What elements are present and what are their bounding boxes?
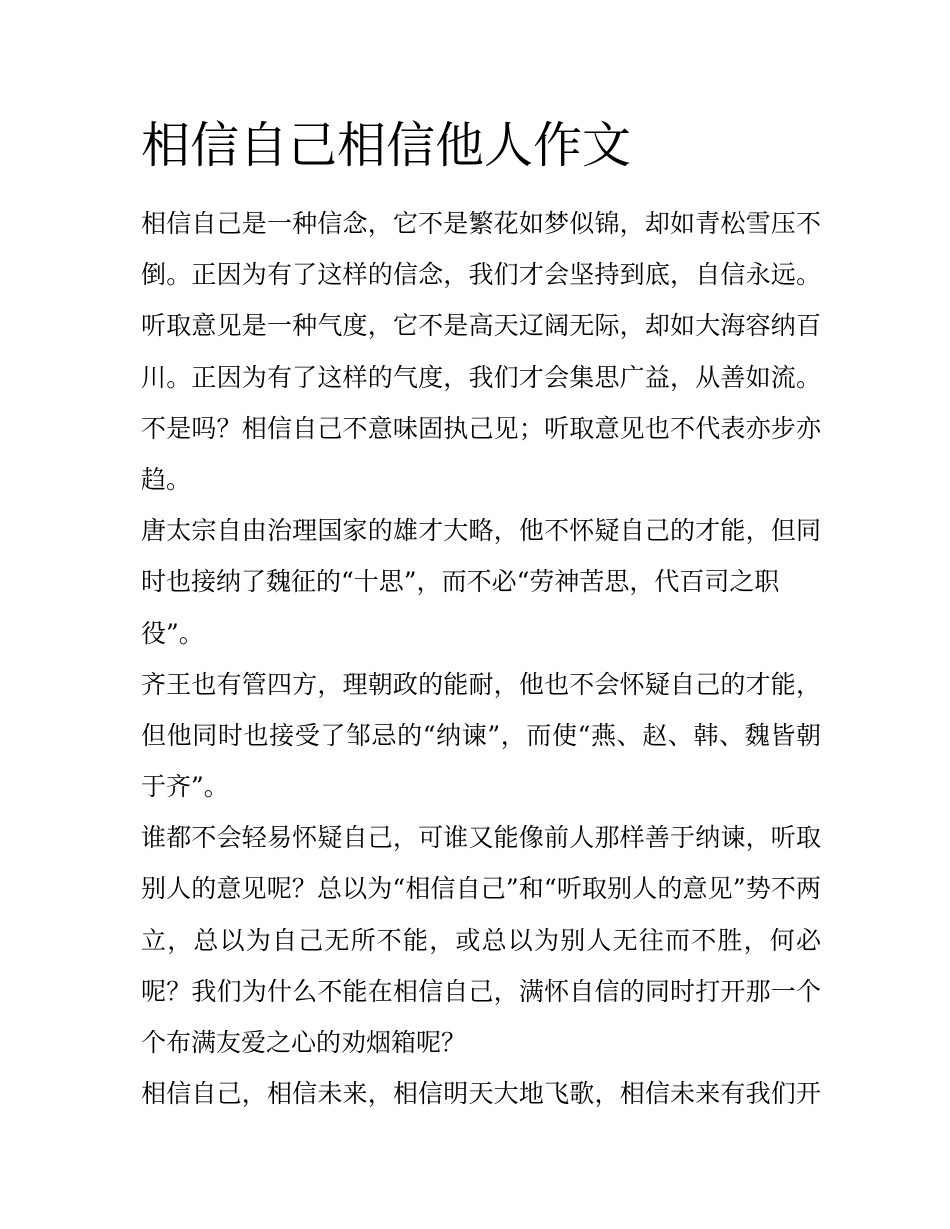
text-line: 唐太宗自由治理国家的雄才大略，他不怀疑自己的才能，但同 xyxy=(141,516,821,546)
text-line: 不是吗？相信自己不意味固执己见；听取意见也不代表亦步亦 xyxy=(141,413,821,443)
text-line: 趋。 xyxy=(141,464,192,494)
text-line: 立，总以为自己无所不能，或总以为别人无往而不胜，何必 xyxy=(141,925,821,955)
text-line: 相信自己，相信未来，相信明天大地飞歌，相信未来有我们开 xyxy=(141,1079,821,1109)
text-line: 个布满友爱之心的劝烟箱呢？ xyxy=(141,1028,467,1057)
text-line: 谁都不会轻易怀疑自己，可谁又能像前人那样善于纳谏，听取 xyxy=(141,823,821,853)
text-line: 听取意见是一种气度，它不是高天辽阔无际，却如大海容纳百 xyxy=(141,311,821,341)
text-line: 但他同时也接受了邹忌的“纳谏”，而使“燕、赵、韩、魏皆朝 xyxy=(141,720,821,750)
text-line: 役”。 xyxy=(141,618,204,648)
text-line: 于齐”。 xyxy=(141,772,229,802)
text-line: 川。正因为有了这样的气度，我们才会集思广益，从善如流。 xyxy=(141,362,821,392)
text-line: 别人的意见呢？总以为“相信自己”和“听取别人的意见”势不两 xyxy=(141,874,821,904)
text-line: 倒。正因为有了这样的信念，我们才会坚持到底，自信永远。 xyxy=(141,260,821,290)
text-line: 时也接纳了魏征的“十思”，而不必“劳神苦思，代百司之职 xyxy=(141,567,780,597)
document-title: 相信自己相信他人作文 xyxy=(141,117,632,174)
document-body xyxy=(141,198,821,1119)
text-line: 相信自己是一种信念，它不是繁花如梦似锦，却如青松雪压不 xyxy=(141,209,821,238)
text-line: 齐王也有管四方，理朝政的能耐，他也不会怀疑自己的才能， xyxy=(141,669,821,699)
text-line: 呢？我们为什么不能在相信自己，满怀自信的同时打开那一个 xyxy=(141,976,821,1006)
